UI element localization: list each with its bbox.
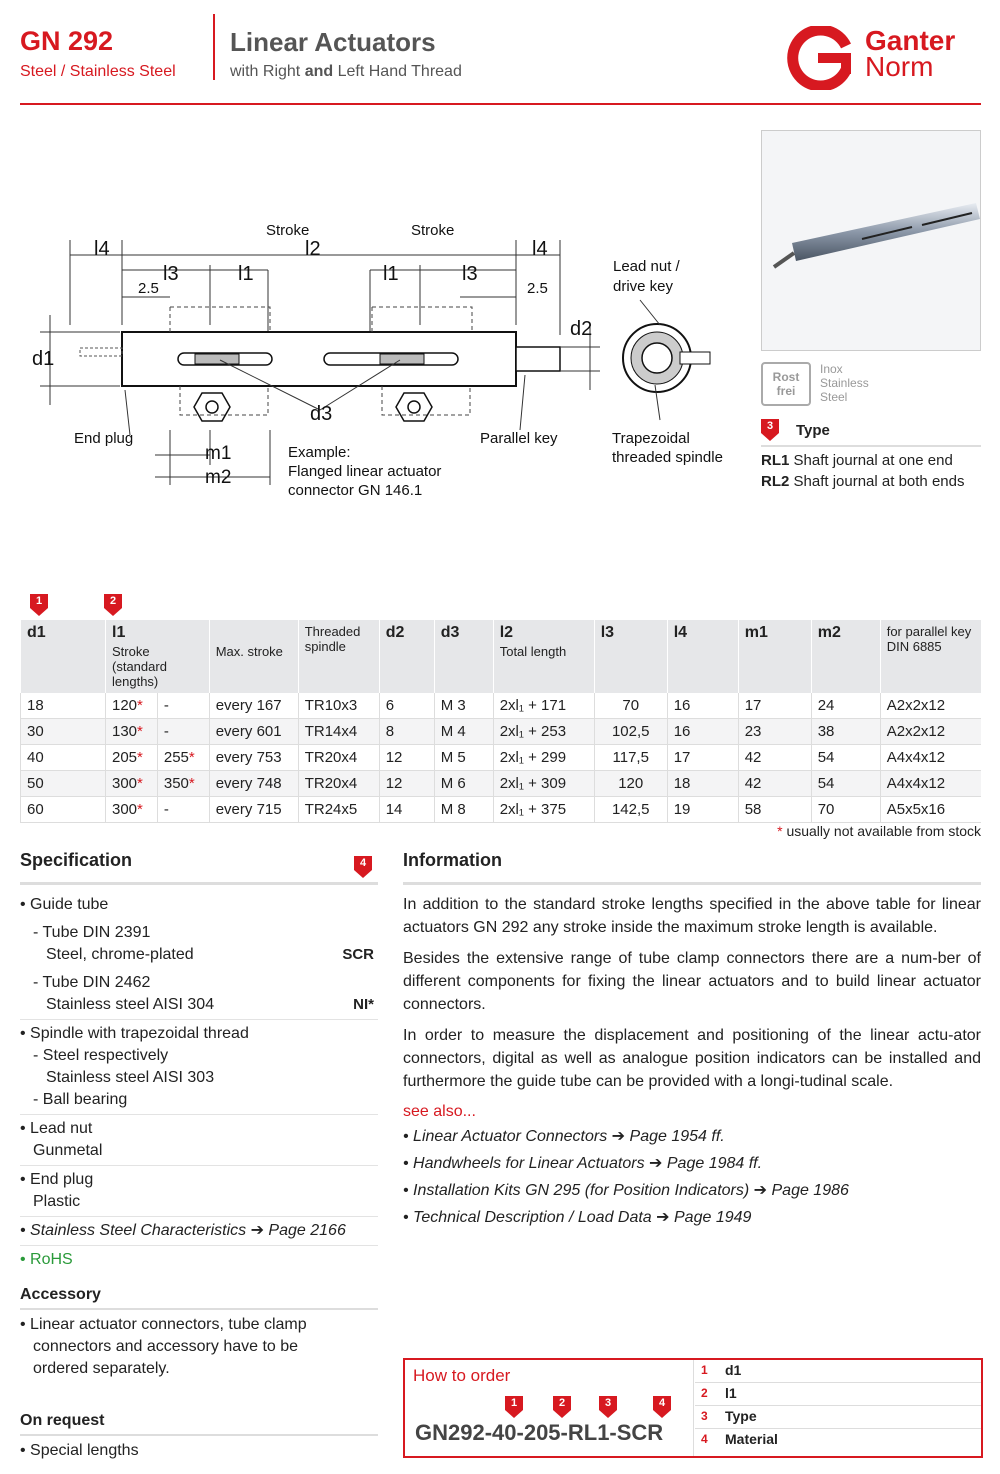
logo-line1: Ganter (865, 25, 956, 56)
cell-d2: 6 (379, 693, 434, 719)
badge-3: 3 (761, 419, 779, 441)
cell-l2: 2xl₁ + 171 (493, 693, 594, 719)
cell-l2: 2xl₁ + 299 (493, 745, 594, 771)
cell-m1: 17 (738, 693, 811, 719)
cell-d1: 40 (21, 745, 106, 771)
label-l2: l2 (305, 238, 321, 260)
spec-guide-tube: • Guide tube (20, 896, 109, 913)
cell-max: every 753 (209, 745, 298, 771)
cell-s1: 300* (106, 771, 158, 797)
cell-d3: M 5 (434, 745, 493, 771)
label-m2: m2 (205, 467, 232, 488)
cell-d1: 60 (21, 797, 106, 823)
cell-m1: 58 (738, 797, 811, 823)
cell-tr: TR14x4 (298, 719, 379, 745)
cell-d1: 50 (21, 771, 106, 797)
type-row: RL2 Shaft journal at both ends (761, 473, 965, 490)
cell-s2: - (157, 719, 209, 745)
label-parallel-key: Parallel key (480, 430, 558, 447)
badge-2: 2 (104, 594, 122, 621)
information-title: Information (403, 850, 502, 870)
cell-m2: 54 (811, 771, 880, 797)
see-also-link[interactable]: • Handwheels for Linear Actuators ➔ Page 1984 ff. (403, 1155, 763, 1172)
th-d3: d3 (440, 624, 460, 641)
cell-m1: 42 (738, 771, 811, 797)
cell-s1: 120* (106, 693, 158, 719)
product-code: GN 292 (20, 26, 114, 56)
cell-m2: 54 (811, 745, 880, 771)
on-request-section: On request • Special lengths (20, 1412, 378, 1462)
type-title: Type (796, 422, 830, 439)
cell-s2: 350* (157, 771, 209, 797)
rostfrei-text: Inox Stainless Steel (820, 362, 869, 404)
label-l3-left: l3 (163, 263, 179, 285)
label-l4-left: l4 (94, 238, 110, 260)
th-l4: l4 (673, 624, 688, 641)
cell-l2: 2xl₁ + 253 (493, 719, 594, 745)
cell-m2: 38 (811, 719, 880, 745)
th-m1: m1 (744, 624, 768, 641)
spec-end-plug: • End plug Plastic (20, 1166, 378, 1217)
cell-m1: 42 (738, 745, 811, 771)
table-row (21, 693, 982, 719)
table-row (21, 745, 982, 771)
label-example-3: connector GN 146.1 (288, 482, 423, 499)
cell-l3: 142,5 (594, 797, 667, 823)
label-trap-1: Trapezoidal (612, 430, 690, 447)
logo-line2: Norm (865, 51, 934, 82)
th-l2: l2 (499, 624, 514, 641)
label-l4-right: l4 (532, 238, 548, 260)
cell-l4: 16 (667, 693, 738, 719)
see-also-link[interactable]: • Installation Kits GN 295 (for Position Indicators) ➔ Page 1986 (403, 1182, 849, 1199)
th-d1: d1 (27, 624, 46, 641)
see-also-link[interactable]: • Linear Actuator Connectors ➔ Page 1954 ff. (403, 1128, 725, 1145)
cell-max: every 748 (209, 771, 298, 797)
cell-d3: M 3 (434, 693, 493, 719)
cell-d1: 30 (21, 719, 106, 745)
cell-d2: 12 (379, 745, 434, 771)
cell-m2: 24 (811, 693, 880, 719)
label-example-1: Example: (288, 444, 351, 461)
cell-s1: 130* (106, 719, 158, 745)
cell-s2: 255* (157, 745, 209, 771)
rostfrei-stamp: Rost frei (761, 362, 811, 406)
label-l1-right: l1 (383, 263, 399, 285)
cell-l4: 17 (667, 745, 738, 771)
accessory-title: Accessory (20, 1286, 101, 1303)
specification-section (20, 850, 378, 1274)
cell-key: A4x4x12 (880, 771, 981, 797)
label-25-left: 2.5 (138, 280, 159, 297)
cell-d2: 14 (379, 797, 434, 823)
label-stroke-left: Stroke (266, 222, 310, 239)
badge-1: 1 (30, 594, 48, 621)
label-25-right: 2.5 (527, 280, 548, 297)
th-key: for parallel key DIN 6885 (886, 624, 972, 654)
cell-max: every 715 (209, 797, 298, 823)
how-to-order-box: How to order 1 2 3 4 GN292-40-205-RL1-SCR 1 d1 2 l1 3 Type 4 Material (403, 1358, 983, 1458)
label-lead-nut-1: Lead nut / (613, 258, 680, 275)
order-row-2: 2 l1 (695, 1383, 981, 1406)
spec-lead-nut: • Lead nut Gunmetal (20, 1115, 378, 1166)
label-d3: d3 (310, 403, 333, 425)
spec-stainless-link[interactable]: • Stainless Steel Characteristics ➔ Page 2166 (20, 1217, 378, 1246)
type-block (761, 419, 981, 492)
order-row-3: 3 Type (695, 1406, 981, 1429)
cell-l4: 19 (667, 797, 738, 823)
th-l2-sub: Total length (499, 644, 567, 659)
th-l1-sub: Stroke (standard lengths) (112, 644, 167, 689)
product-material: Steel / Stainless Steel (20, 63, 176, 80)
th-max-stroke: Max. stroke (215, 644, 283, 659)
cell-l3: 70 (594, 693, 667, 719)
cell-l2: 2xl₁ + 309 (493, 771, 594, 797)
see-also-link[interactable]: • Technical Description / Load Data ➔ Page 1949 (403, 1209, 752, 1226)
cell-l4: 18 (667, 771, 738, 797)
cell-s2: - (157, 797, 209, 823)
label-l1-left: l1 (238, 263, 254, 285)
table-footnote: * usually not available from stock (777, 823, 981, 839)
page-title: Linear Actuators (230, 27, 436, 57)
cell-tr: TR10x3 (298, 693, 379, 719)
cell-tr: TR20x4 (298, 771, 379, 797)
table-row (21, 797, 982, 823)
cell-d3: M 4 (434, 719, 493, 745)
accessory-section: Accessory • Linear actuator connectors, tube clamp connectors and accessory have to be ordered separately. (20, 1286, 378, 1380)
info-paragraph-1: In addition to the standard stroke lengths specified in the above table for linear actuators GN 292 any stroke inside the maximum stroke length is available. (403, 896, 981, 936)
table-row (21, 771, 982, 797)
product-photo (761, 130, 981, 351)
cell-tr: TR24x5 (298, 797, 379, 823)
type-row: RL1 Shaft journal at one end (761, 452, 953, 469)
label-end-plug: End plug (74, 430, 134, 447)
order-row-4: 4 Material (701, 1431, 778, 1447)
th-m2: m2 (817, 624, 841, 641)
cell-l3: 102,5 (594, 719, 667, 745)
specification-title: Specification (20, 850, 133, 870)
ganter-logo-icon (786, 26, 858, 90)
order-row-1: 1 d1 (695, 1360, 981, 1383)
cell-s2: - (157, 693, 209, 719)
cell-l3: 120 (594, 771, 667, 797)
how-to-order-title: How to order (413, 1366, 511, 1385)
cell-key: A2x2x12 (880, 719, 981, 745)
label-stroke-right: Stroke (411, 222, 455, 239)
label-l3-right: l3 (462, 263, 478, 285)
label-example-2: Flanged linear actuator (288, 463, 442, 480)
info-paragraph-3: In order to measure the displacement and positioning of the linear actu-ator connectors, digital as well as analogue position indicators can be installed and furthermore the guide tube can be provided with a longi-tudinal scale. (403, 1027, 981, 1090)
cell-max: every 601 (209, 719, 298, 745)
see-also-list (403, 1123, 981, 1231)
cell-l3: 117,5 (594, 745, 667, 771)
info-paragraph-2: Besides the extensive range of tube clamp connectors there are a num-ber of different components for fixing the linear actuators and to build linear actuator connectors. (403, 950, 981, 1013)
cell-l4: 16 (667, 719, 738, 745)
ganter-logo (786, 26, 858, 95)
label-lead-nut-2: drive key (613, 278, 674, 295)
cell-d1: 18 (21, 693, 106, 719)
cell-m1: 23 (738, 719, 811, 745)
see-also: see also... (403, 1103, 476, 1120)
cell-d3: M 8 (434, 797, 493, 823)
cell-key: A2x2x12 (880, 693, 981, 719)
cell-d2: 12 (379, 771, 434, 797)
spec-spindle: • Spindle with trapezoidal thread - Steel respectively Stainless steel AISI 303 - Ball bearing (20, 1020, 378, 1115)
cell-s1: 205* (106, 745, 158, 771)
cell-l2: 2xl₁ + 375 (493, 797, 594, 823)
on-request-title: On request (20, 1412, 105, 1429)
cell-max: every 167 (209, 693, 298, 719)
technical-drawing (20, 215, 740, 515)
th-l1: l1 (112, 624, 126, 641)
table-row (21, 719, 982, 745)
badge-4: 4 (354, 856, 372, 878)
page-subtitle: with Right and Left Hand Thread (230, 63, 462, 80)
label-d2: d2 (570, 318, 593, 340)
th-threaded: Threaded spindle (304, 624, 361, 654)
spec-rohs: • RoHS (20, 1251, 73, 1268)
spec-tube2: - Tube DIN 2462 Stainless steel AISI 304 NI* (20, 969, 378, 1020)
label-d1: d1 (32, 348, 55, 370)
cell-d2: 8 (379, 719, 434, 745)
cell-m2: 70 (811, 797, 880, 823)
cell-d3: M 6 (434, 771, 493, 797)
label-trap-2: threaded spindle (612, 449, 723, 466)
cell-tr: TR20x4 (298, 745, 379, 771)
th-d2: d2 (385, 624, 405, 641)
order-code: GN292-40-205-RL1-SCR (415, 1420, 664, 1445)
cell-key: A5x5x16 (880, 797, 981, 823)
linear-actuator-image (762, 131, 980, 350)
label-m1: m1 (205, 443, 232, 464)
header-divider (213, 14, 215, 80)
th-l3: l3 (600, 624, 615, 641)
header-rule (20, 103, 981, 105)
cell-s1: 300* (106, 797, 158, 823)
dimension-table (20, 620, 981, 823)
spec-tube1: - Tube DIN 2391 Steel, chrome-plated SCR (33, 924, 374, 963)
information-section (403, 850, 981, 1231)
cell-key: A4x4x12 (880, 745, 981, 771)
